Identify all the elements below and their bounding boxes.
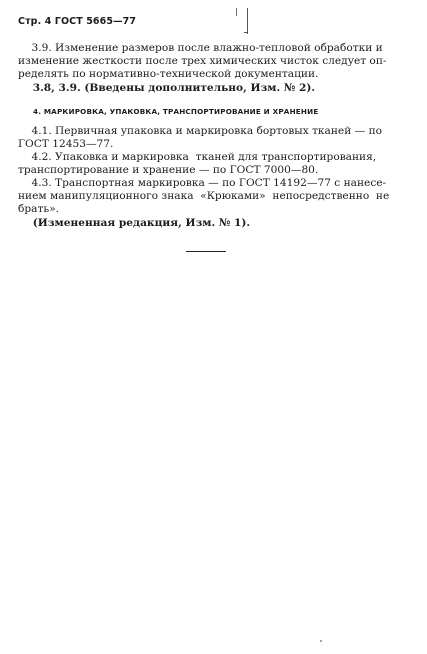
paragraph-4-3-line-1: 4.3. Транспортная маркировка — по ГОСТ 14192—77 с нанесе- (18, 177, 387, 189)
paragraph-4-2-line-2: транспортирование и хранение — по ГОСТ 7000—80. (18, 164, 319, 176)
paragraph-3-9-line-2: изменение жесткости после трех химических чисток следует оп- (18, 55, 387, 67)
scan-speck (320, 640, 322, 642)
end-divider (186, 251, 226, 252)
paragraph-3-9-line-3: ределять по нормативно-технической документации. (18, 68, 319, 80)
page-header: Стр. 4 ГОСТ 5665—77 (18, 16, 137, 27)
paragraph-4-3-line-3: брать». (18, 203, 59, 215)
paragraph-3-9-line-1: 3.9. Изменение размеров после влажно-тепловой обработки и (18, 42, 383, 54)
scan-mark (236, 8, 237, 16)
paragraph-4-1-line-1: 4.1. Первичная упаковка и маркировка бортовых тканей — по (18, 125, 383, 137)
scan-mark (247, 8, 248, 34)
paragraph-4-1-line-2: ГОСТ 12453—77. (18, 138, 114, 150)
amendment-note-edit: (Измененная редакция, Изм. № 1). (18, 217, 251, 229)
amendment-note-3-8: 3.8, 3.9. (Введены дополнительно, Изм. № 2). (18, 82, 316, 94)
scan-mark (244, 32, 247, 33)
paragraph-4-3-line-2: нием манипуляционного знака «Крюками» непосредственно не (18, 190, 390, 202)
section-heading: 4. МАРКИРОВКА, УПАКОВКА, ТРАНСПОРТИРОВАНИЕ И ХРАНЕНИЕ (33, 107, 319, 116)
paragraph-4-2-line-1: 4.2. Упаковка и маркировка тканей для транспортирования, (18, 151, 377, 163)
